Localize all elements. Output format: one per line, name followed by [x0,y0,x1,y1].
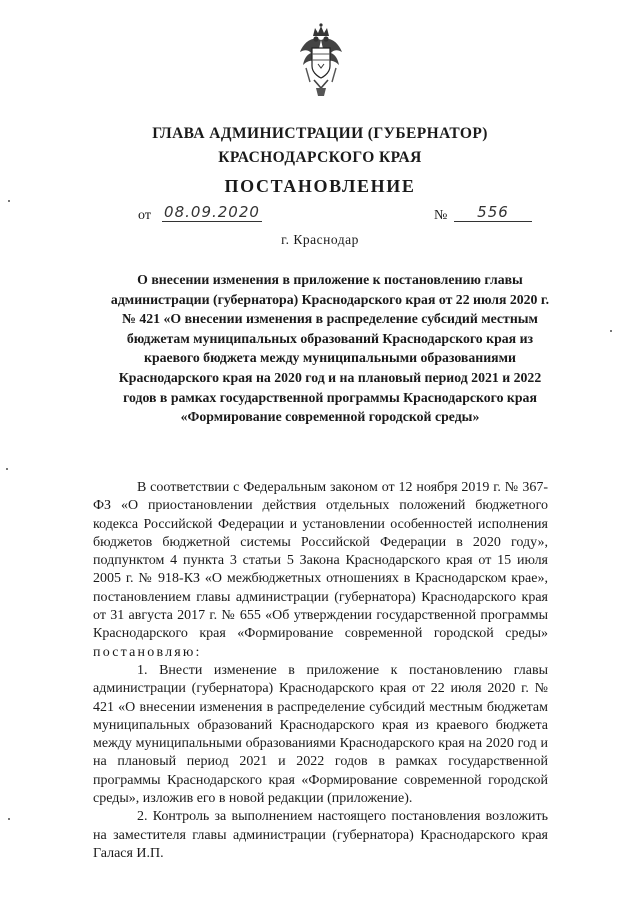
document-type-heading: ПОСТАНОВЛЕНИЕ [224,176,416,196]
paragraph-item-2: 2. Контроль за выполнением настоящего постановления возложить на заместителя главы администрации (губернатора) Краснодарского края Галася И.П. [93,809,548,861]
paragraph-item-1: 1. Внести изменение в приложение к постановлению главы администрации (губернатора) Краснодарского края от 22 июля 2020 г. № 421 «О внесении изменения в распределение субсидий местным бюджетам муниципальных образований Краснодарского края из краевого бюджета между муниципальными образованиями Краснодарского края на 2020 год и на плановый период 2021 и 2022 годов в рамках государственной программы Краснодарского края «Формирование современной городской среды», изложив его в новой редакции (приложение). [93,662,548,807]
issuer-line-1: ГЛАВА АДМИНИСТРАЦИИ (ГУБЕРНАТОР) [152,125,488,142]
date-value: 08.09.2020 [162,203,262,222]
number-label: № [434,208,448,223]
document-body [93,479,548,863]
scan-speck [610,330,612,332]
date-label: от [138,208,151,223]
scan-speck [6,468,8,470]
coat-of-arms-emblem [296,22,346,100]
issuer-line-2: КРАСНОДАРСКОГО КРАЯ [218,149,422,166]
preamble-text: В соответствии с Федеральным законом от 12 ноября 2019 г. № 367-ФЗ «О приостановлении действия отдельных положений бюджетного кодекса Российской Федерации и установлении особенностей исполнения бюджетов бюджетной системы Российской Федерации в 2020 году», подпунктом 4 пункта 3 статьи 5 Закона Краснодарского края от 15 июля 2005 г. № 918-КЗ «О межбюджетных отношениях в Краснодарском крае», постановлением главы администрации (губернатора) Краснодарского края от 31 августа 2017 г. № 655 «Об утверждении государственной программы Краснодарского края «Формирование современной городской среды» [93,480,548,642]
issuer-heading [0,122,640,170]
number-value: 556 [454,203,532,222]
resolution-word: постановляю: [93,644,202,660]
scan-speck [8,200,10,202]
city-name: г. Краснодар [281,232,359,247]
document-title: О внесении изменения в приложение к постановлению главы администрации (губернатора) Краснодарского края от 22 июля 2020 г. № 421 «О внесении изменения в распределение субсидий местным бюджетам муниципальных образований Краснодарского края из краевого бюджета между муниципальными образованиями Краснодарского края на 2020 год и на плановый период 2021 и 2022 годов в рамках государственной программы Краснодарского края «Формирование современной городской среды» [110,272,550,425]
paragraph-preamble [93,479,548,662]
scan-speck [8,818,10,820]
